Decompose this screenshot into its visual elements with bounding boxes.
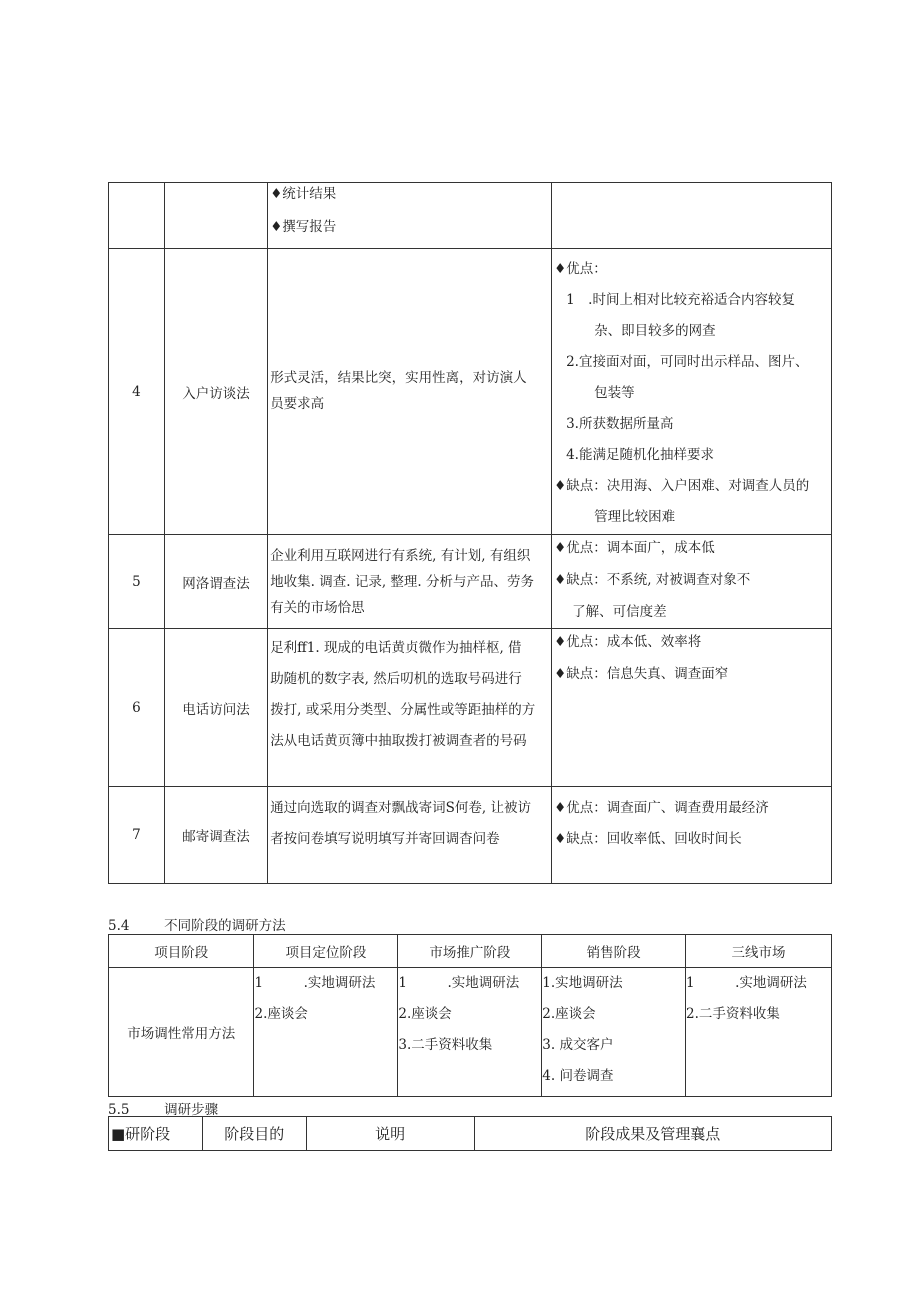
section-5-4-heading — [108, 914, 286, 934]
step-item: ♦统计结果 — [270, 186, 337, 202]
table-row — [109, 629, 832, 787]
method-description: 通过向选取的调查对飘战寄词S何卷, 让被访 者按问卷填写说明填写并寄回调杳问卷 — [268, 787, 552, 884]
header-cell: ■研阶段 — [109, 1117, 203, 1151]
row-number: 5 — [109, 535, 165, 629]
table-row — [109, 787, 832, 884]
method-list: 1.实地调研法 2.座谈会 3. 成交客户 4. 问卷调查 — [542, 968, 686, 1097]
method-list: 1 .实地调研法 2.座谈会 3.二手资料收集 — [398, 968, 542, 1097]
header-cell: 市场推广阶段 — [398, 935, 542, 968]
method-name: 电话访问法 — [164, 629, 267, 787]
research-steps-table — [108, 1116, 832, 1151]
section-title: 不同阶段的调研方法 — [164, 918, 286, 934]
row-label: 市场调性常用方法 — [109, 968, 254, 1097]
section-5-5-heading — [108, 1098, 218, 1118]
row-number: 7 — [109, 787, 165, 884]
table-header-row — [109, 1117, 832, 1151]
table-row — [109, 183, 832, 249]
method-name: 网洛谓查法 — [164, 535, 267, 629]
row-number: 6 — [109, 629, 165, 787]
header-cell: 项目阶段 — [109, 935, 254, 968]
table-row — [109, 535, 832, 629]
step-item: ♦撰写报告 — [270, 219, 337, 235]
method-description: 形式灵活，结果比突，实用性离，对访演人 员要求高 — [268, 249, 552, 535]
header-cell: 三线市场 — [686, 935, 832, 968]
method-name: 邮寄调查法 — [164, 787, 267, 884]
section-number: 5.4 — [108, 918, 130, 934]
header-cell: 销售阶段 — [542, 935, 686, 968]
header-cell: 阶段目的 — [202, 1117, 306, 1151]
section-title: 调研步骤 — [164, 1102, 219, 1118]
survey-methods-table — [108, 182, 832, 884]
section-number: 5.5 — [108, 1102, 130, 1118]
header-cell: 阶段成果及管理襄点 — [474, 1117, 832, 1151]
method-description: 企业利用互联网进行有系统, 有计划, 有组织 地收集. 调查. 记录, 整理. 分析与产品、劳务 有关的市场恰思 — [268, 535, 552, 629]
stage-methods-table — [108, 934, 832, 1097]
method-name: 入户访谈法 — [164, 249, 267, 535]
method-notes: ♦优点：调本面广，成本低 ♦缺点：不系统, 对被调查对象不 了解、可信度差 — [552, 535, 832, 629]
table-header-row — [109, 935, 832, 968]
method-description: 足利ff1. 现成的电话黄贞微作为抽样枢, 借 助随机的数字表, 然后叨机的选取号码进行 拨打, 或采用分类型、分属性或等距抽样的方 法从电话黄页簿中抽取拨打被调查者的号码 — [268, 629, 552, 787]
method-notes: ♦优点：成本低、效率将 ♦缺点：信息失真、调查面窄 — [552, 629, 832, 787]
table-row — [109, 249, 832, 535]
method-notes: ♦优点： 1 .时间上相对比较充裕适合内容较复 杂、即目较多的网查 2.宜接面对面，可同时出示样品、图片、 包装等 3.所获数据所量高 4.能满足随机化抽样要求 ♦缺点：决用海、入户困难、对调查人员的 管理比较困难 — [552, 249, 832, 535]
header-cell: 说明 — [306, 1117, 474, 1151]
method-notes: ♦优点：调查面广、调查费用最经济 ♦缺点：回收率低、回收时间长 — [552, 787, 832, 884]
row-number: 4 — [109, 249, 165, 535]
method-list: 1 .实地调研法 2.座谈会 — [254, 968, 398, 1097]
table-row — [109, 968, 832, 1097]
header-cell: 项目定位阶段 — [254, 935, 398, 968]
method-list: 1 .实地调研法 2.二手资料收集 — [686, 968, 832, 1097]
